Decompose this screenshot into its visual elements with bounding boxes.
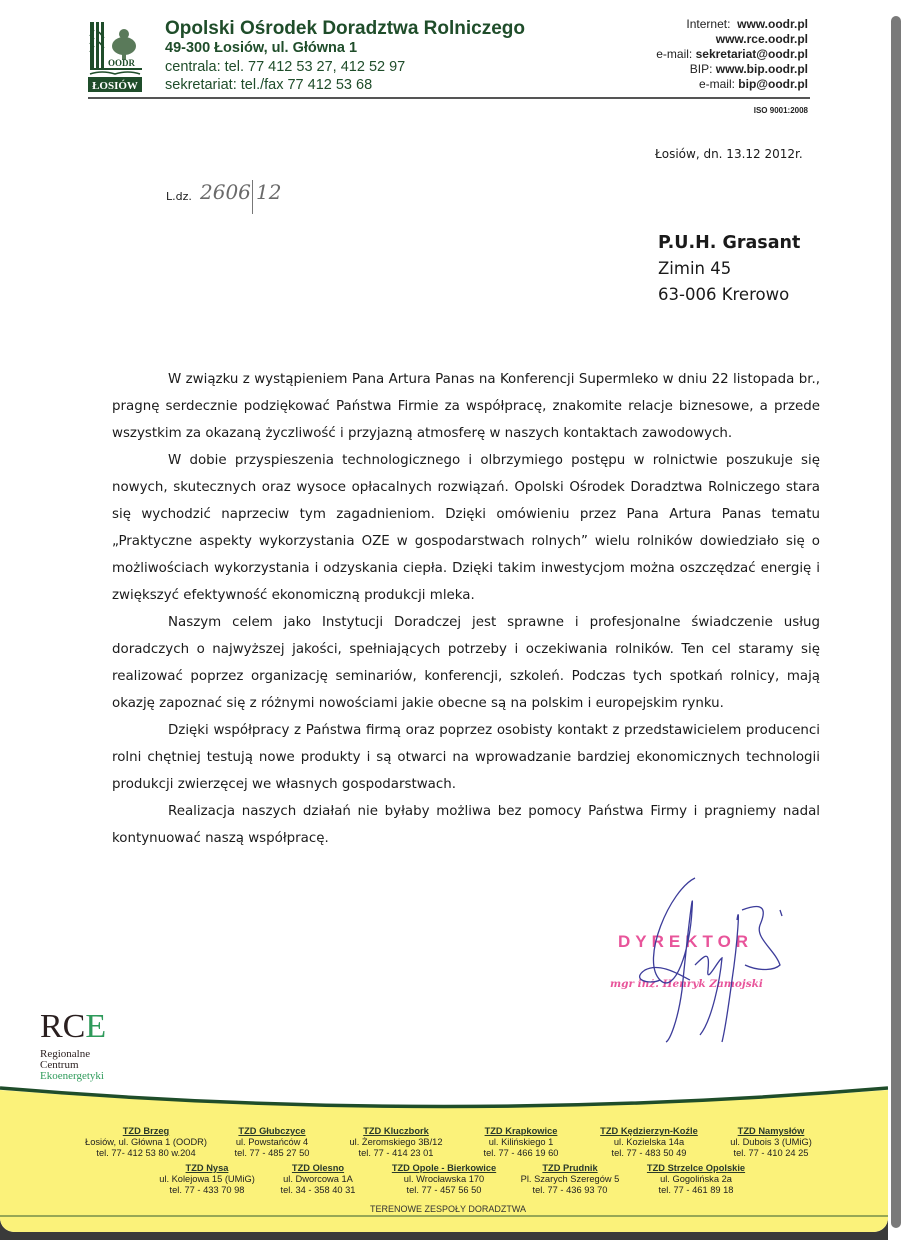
office-krapkowice [484,1126,559,1159]
contact-rce [716,32,808,46]
contact-label: e-mail: [656,47,693,61]
contact-label: BIP: [689,62,713,76]
office-kluczbork [349,1126,442,1159]
ldz-separator [252,180,253,214]
office-address: ul. Kolejowa 15 (UMiG) [159,1174,255,1184]
office-glubczyce [235,1126,310,1159]
logo-oodr-text: OODR [108,58,135,68]
rce-letter-e: E [85,1008,107,1045]
office-phone: tel. 77 - 485 27 50 [234,1148,310,1158]
office-strzelce-opolskie [647,1163,745,1196]
office-title: TZD Opole - Bierkowice [391,1163,497,1173]
office-phone: tel. 77 - 436 93 70 [532,1185,608,1195]
office-brzeg [85,1126,207,1159]
body-paragraph: Naszym celem jako Instytucji Doradczej jest sprawne i profesjonalne świadczenie usług doradczych o najwyższej jakości, spełniających potrzeby i oczekiwania rolników. Ten cel staramy się realizować poprzez organizację seminariów, konferencji, szkoleń. Podczas tych spotkań rolnicy, mają okazję zapoznać się z różnymi nowościami jakie obecne są na polskim i europejskim rynku. [112,615,820,711]
header-divider [88,97,810,99]
rce-line-2: Centrum [40,1059,79,1071]
office-phone: tel. 77 - 466 19 60 [483,1148,559,1158]
office-title: TZD Kluczbork [363,1126,429,1136]
contact-label: e-mail: [698,77,735,91]
office-address: ul. Kilińskiego 1 [488,1137,554,1147]
office-phone: tel. 77 - 483 50 49 [611,1148,687,1158]
office-title: TZD Nysa [185,1163,229,1173]
office-title: TZD Kędzierzyn-Koźle [600,1126,698,1136]
office-title: TZD Brzeg [122,1126,170,1136]
office-phone: tel. 77 - 410 24 25 [733,1148,809,1158]
office-address: ul. Dubois 3 (UMiG) [730,1137,812,1147]
office-address: ul. Wrocławska 170 [403,1174,485,1184]
office-address: ul. Dworcowa 1A [283,1174,353,1184]
stamp-name: mgr inż. Henryk Zamojski [610,978,763,990]
office-namyslow [730,1126,812,1159]
rce-line-1: Regionalne [40,1048,91,1060]
office-title: TZD Olesno [291,1163,345,1173]
office-olesno [281,1163,356,1196]
ldz-number: 2606 [200,180,251,204]
recipient-name: P.U.H. Grasant [658,233,801,253]
org-name: Opolski Ośrodek Doradztwa Rolniczego [165,18,526,39]
office-title: TZD Głubczyce [238,1126,306,1136]
body-paragraph: Realizacja naszych działań nie byłaby możliwa bez pomocy Państwa Firmy i pragniemy nadal kontynuować naszą współpracę. [112,804,820,846]
office-address: Łosiów, ul. Główna 1 (OODR) [85,1137,207,1147]
iso-certificate: ISO 9001:2008 [753,106,808,115]
office-phone: tel. 77- 412 53 80 w.204 [96,1148,196,1158]
office-phone: tel. 34 - 358 40 31 [280,1185,356,1195]
office-nysa [159,1163,255,1196]
letter-body [112,366,820,852]
org-address: 49-300 Łosiów, ul. Główna 1 [165,40,358,56]
office-phone: tel. 77 - 461 89 18 [658,1185,734,1195]
contact-link[interactable]: www.oodr.pl [737,17,808,31]
contact-link[interactable]: sekretariat@oodr.pl [695,47,808,61]
office-phone: tel. 77 - 433 70 98 [169,1185,245,1195]
office-address: ul. Żeromskiego 3B/12 [349,1137,443,1147]
oodr-logo [88,20,142,92]
org-phone-secretariat: sekretariat: tel./fax 77 412 53 68 [165,77,373,93]
recipient-block [658,230,800,308]
office-address: ul. Powstańców 4 [235,1137,309,1147]
logo-losiow-text: ŁOSIÓW [92,80,138,92]
rce-line-3: Ekoenergetyki [40,1070,104,1082]
body-paragraph: Dzięki współpracy z Państwa firmą oraz poprzez osobisty kontakt z przedstawicielem producenci rolni chętniej testują nowe produkty i są otwarci na wprowadzanie bardziej ekonomicznych technologii produkcji zwierzęcej we własnych gospodarstwach. [112,723,820,792]
contact-link[interactable]: www.rce.oodr.pl [715,32,808,46]
body-paragraph: W dobie przyspieszenia technologicznego i olbrzymiego postępu w rolnictwie poszukuje się nowych, skutecznych oraz wysoce opłacalnych rozwiązań. Opolski Ośrodek Doradztwa Rolniczego stara się wychodzić naprzeciw tym zagadnieniom. Dzięki omówieniu przez Pana Artura Panas tematu „Praktyczne aspekty wykorzystania OZE w gospodarstwach rolnych” wielu rolników dowiedziało się o możliwościach wykorzystania i odzyskania ciepła. Dzięki takim inwestycjom można oszczędzać energię i zwiększyć efektywność ekonomiczną produkcji mleka. [112,453,820,603]
rce-letters: RC [40,1008,86,1045]
office-opole-bierkowice [392,1163,496,1196]
office-title: TZD Krapkowice [484,1126,558,1136]
office-phone: tel. 77 - 414 23 01 [358,1148,434,1158]
contact-email [656,47,808,61]
handwritten-signature [600,870,820,1050]
office-address: ul. Gogolińska 2a [660,1174,732,1184]
org-phone-central: centrala: tel. 77 412 53 27, 412 52 97 [165,59,406,75]
office-prudnik [521,1163,620,1196]
office-kedzierzyn-kozle [600,1126,698,1159]
recipient-street: Zimin 45 [658,259,732,278]
office-title: TZD Prudnik [542,1163,598,1173]
office-title: TZD Namysłów [737,1126,805,1136]
letter-date: Łosiów, dn. 13.12 2012r. [655,147,803,161]
contact-link[interactable]: www.bip.oodr.pl [715,62,808,76]
footer-caption: TERENOWE ZESPOŁY DORADZTWA [369,1204,527,1214]
scrollbar-thumb[interactable] [891,16,901,1228]
office-address: ul. Kozielska 14a [613,1137,685,1147]
office-title: TZD Strzelce Opolskie [646,1163,746,1173]
body-paragraph: W związku z wystąpieniem Pana Artura Panas na Konferencji Supermleko w dniu 22 listopada br., pragnę serdecznie podziękować Państwa Firmie za współpracę, znakomite relacje biznesowe, a przede wszystkim za okazaną życzliwość i przyjazną atmosferę w naszych kontaktach zawodowych. [112,372,820,441]
contact-label: Internet: [686,17,731,31]
office-address: Pl. Szarych Szeregów 5 [520,1174,620,1184]
ldz-label: L.dz. [166,190,192,203]
ldz-year: 12 [256,180,282,204]
rce-logo [40,1010,106,1044]
contact-internet [686,17,808,31]
stamp-title: DYREKTOR [618,932,754,951]
contact-link[interactable]: bip@oodr.pl [738,77,808,91]
contact-bip-email [699,77,808,91]
office-phone: tel. 77 - 457 56 50 [406,1185,482,1195]
recipient-city: 63-006 Krerowo [658,285,790,304]
contact-bip [690,62,808,76]
